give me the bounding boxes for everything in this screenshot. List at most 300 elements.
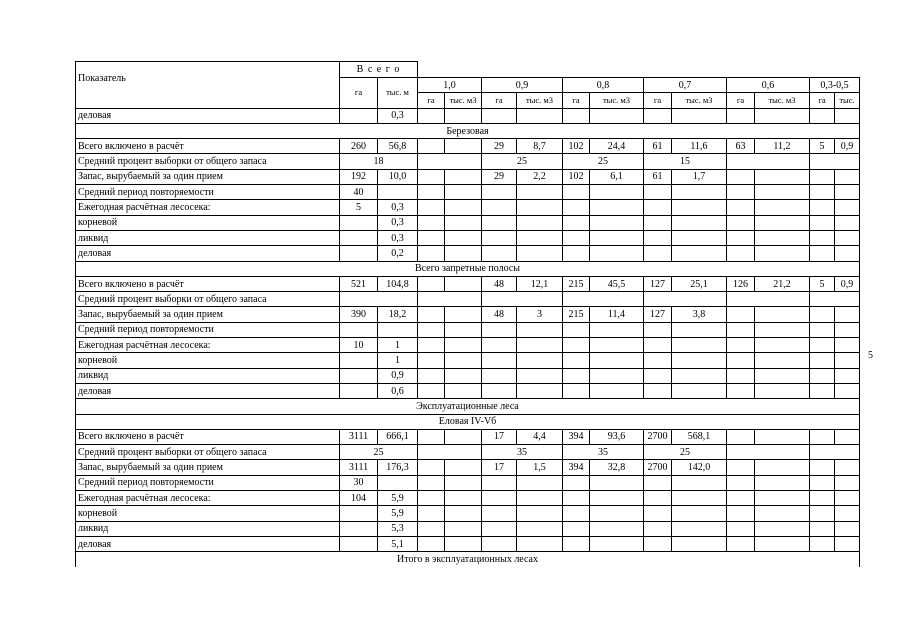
data-cell: 24,4	[590, 139, 644, 154]
data-cell	[445, 307, 482, 322]
row-label: Всего включено в расчёт	[76, 276, 340, 291]
data-cell	[644, 230, 672, 245]
vol-header: тыс. м3	[590, 93, 644, 108]
group-header-5: 0,6	[727, 78, 810, 93]
group-percent-cell	[810, 154, 860, 169]
total-percent-cell	[340, 292, 418, 307]
data-cell	[418, 491, 445, 506]
row-label: Ежегодная расчётная лесосека:	[76, 338, 340, 353]
data-cell: 0,3	[378, 215, 418, 230]
data-cell	[340, 383, 378, 398]
data-cell	[835, 108, 860, 123]
data-cell	[672, 521, 727, 536]
data-cell: 127	[644, 276, 672, 291]
data-cell	[590, 383, 644, 398]
data-cell	[835, 521, 860, 536]
data-cell	[755, 536, 810, 551]
data-cell	[644, 108, 672, 123]
data-cell: 192	[340, 169, 378, 184]
data-cell	[755, 521, 810, 536]
data-cell	[517, 215, 563, 230]
data-cell	[517, 200, 563, 215]
section-heading: Всего запретные полосы	[76, 261, 860, 276]
data-cell	[563, 491, 590, 506]
data-cell	[727, 108, 755, 123]
table-row	[76, 491, 860, 506]
data-cell	[418, 353, 445, 368]
data-cell	[563, 185, 590, 200]
data-cell	[378, 322, 418, 337]
data-cell: 18,2	[378, 307, 418, 322]
data-cell: 2700	[644, 460, 672, 475]
data-cell	[482, 322, 517, 337]
data-cell	[418, 322, 445, 337]
data-cell	[810, 475, 835, 490]
data-cell	[727, 353, 755, 368]
ha-header: га	[563, 93, 590, 108]
data-cell	[672, 185, 727, 200]
data-cell	[563, 536, 590, 551]
total-header: В с е г о	[340, 62, 418, 78]
data-cell	[644, 521, 672, 536]
data-cell	[755, 322, 810, 337]
table-row	[76, 230, 860, 245]
data-cell	[340, 353, 378, 368]
ha-header: га	[810, 93, 835, 108]
data-cell	[445, 246, 482, 261]
row-label: Средний процент выборки от общего запаса	[76, 445, 340, 460]
data-cell: 5	[810, 139, 835, 154]
data-cell	[445, 383, 482, 398]
data-cell	[418, 307, 445, 322]
data-cell	[482, 475, 517, 490]
data-cell	[810, 200, 835, 215]
data-cell	[482, 491, 517, 506]
data-cell	[445, 230, 482, 245]
data-cell: 104,8	[378, 276, 418, 291]
data-cell	[835, 307, 860, 322]
data-cell	[835, 460, 860, 475]
data-cell: 6,1	[590, 169, 644, 184]
data-cell	[445, 276, 482, 291]
data-cell	[835, 246, 860, 261]
row-label: ликвид	[76, 521, 340, 536]
data-cell	[418, 200, 445, 215]
data-cell: 1,5	[517, 460, 563, 475]
data-cell	[482, 338, 517, 353]
data-cell	[563, 338, 590, 353]
data-cell: 8,7	[517, 139, 563, 154]
data-cell: 45,5	[590, 276, 644, 291]
vol-header: тыс. м3	[672, 93, 727, 108]
table-row	[76, 246, 860, 261]
section-row	[76, 399, 860, 414]
data-cell	[563, 108, 590, 123]
data-cell	[445, 215, 482, 230]
group-percent-cell	[482, 292, 563, 307]
data-cell	[590, 475, 644, 490]
data-cell	[727, 215, 755, 230]
data-cell: 2,2	[517, 169, 563, 184]
data-cell	[672, 322, 727, 337]
data-cell	[590, 246, 644, 261]
row-label: Запас, вырубаемый за один прием	[76, 169, 340, 184]
data-cell	[445, 139, 482, 154]
data-cell	[755, 246, 810, 261]
data-cell	[563, 353, 590, 368]
data-cell: 17	[482, 429, 517, 444]
data-cell	[482, 521, 517, 536]
row-label: корневой	[76, 353, 340, 368]
data-cell: 63	[727, 139, 755, 154]
data-cell	[517, 506, 563, 521]
data-cell	[672, 246, 727, 261]
data-cell	[755, 169, 810, 184]
data-cell	[482, 200, 517, 215]
data-cell	[563, 521, 590, 536]
data-cell	[563, 215, 590, 230]
data-cell	[517, 383, 563, 398]
data-cell	[445, 108, 482, 123]
data-cell: 127	[644, 307, 672, 322]
section-row	[76, 414, 860, 429]
table-row	[76, 292, 860, 307]
data-cell	[517, 185, 563, 200]
data-cell	[445, 353, 482, 368]
data-cell	[727, 536, 755, 551]
data-cell	[517, 491, 563, 506]
data-cell	[672, 475, 727, 490]
data-cell	[810, 307, 835, 322]
ha-header: га	[482, 93, 517, 108]
vol-header: тыс.	[835, 93, 860, 108]
table-row	[76, 307, 860, 322]
data-cell	[590, 215, 644, 230]
data-cell	[445, 460, 482, 475]
row-label: Ежегодная расчётная лесосека:	[76, 200, 340, 215]
data-cell: 5	[810, 276, 835, 291]
data-cell	[644, 368, 672, 383]
data-cell: 3111	[340, 429, 378, 444]
data-cell: 48	[482, 307, 517, 322]
data-cell	[755, 200, 810, 215]
data-cell	[590, 338, 644, 353]
data-cell	[755, 429, 810, 444]
data-cell	[755, 215, 810, 230]
data-cell	[810, 506, 835, 521]
data-cell: 4,4	[517, 429, 563, 444]
section-heading: Эксплуатационные леса	[76, 399, 860, 414]
data-cell: 2700	[644, 429, 672, 444]
data-cell	[727, 338, 755, 353]
table-row	[76, 475, 860, 490]
row-label: Средний период повторяемости	[76, 322, 340, 337]
data-cell	[644, 536, 672, 551]
row-label: Всего включено в расчёт	[76, 429, 340, 444]
data-cell	[445, 185, 482, 200]
data-cell	[644, 506, 672, 521]
data-cell: 521	[340, 276, 378, 291]
data-cell	[340, 108, 378, 123]
data-cell	[644, 383, 672, 398]
data-cell	[672, 383, 727, 398]
data-cell	[418, 460, 445, 475]
data-cell: 29	[482, 169, 517, 184]
data-cell	[835, 506, 860, 521]
data-cell	[378, 475, 418, 490]
data-cell	[482, 246, 517, 261]
data-cell: 10,0	[378, 169, 418, 184]
data-cell	[644, 322, 672, 337]
data-cell: 215	[563, 276, 590, 291]
data-cell	[644, 200, 672, 215]
data-cell: 0,3	[378, 200, 418, 215]
group-percent-cell	[418, 292, 482, 307]
section-heading: Березовая	[76, 123, 860, 138]
row-label: Средний период повторяемости	[76, 475, 340, 490]
page-number: 5	[868, 350, 873, 361]
data-cell: 5,1	[378, 536, 418, 551]
data-cell	[810, 322, 835, 337]
data-cell	[755, 368, 810, 383]
data-cell	[418, 506, 445, 521]
data-cell: 61	[644, 169, 672, 184]
section-row	[76, 123, 860, 138]
group-percent-cell	[418, 445, 482, 460]
data-cell	[810, 460, 835, 475]
data-cell	[563, 506, 590, 521]
data-cell	[517, 230, 563, 245]
total-ha-header: га	[340, 78, 378, 109]
data-cell	[672, 491, 727, 506]
data-cell	[445, 200, 482, 215]
table-row	[76, 521, 860, 536]
data-cell: 56,8	[378, 139, 418, 154]
data-cell: 1	[378, 353, 418, 368]
data-cell	[517, 108, 563, 123]
data-cell	[727, 185, 755, 200]
data-cell	[810, 185, 835, 200]
data-cell	[482, 108, 517, 123]
data-cell	[644, 185, 672, 200]
row-label: ликвид	[76, 368, 340, 383]
data-cell: 11,4	[590, 307, 644, 322]
data-cell	[644, 338, 672, 353]
ha-header: га	[418, 93, 445, 108]
data-cell	[755, 185, 810, 200]
data-cell	[517, 368, 563, 383]
row-label: Средний процент выборки от общего запаса	[76, 154, 340, 169]
group-percent-cell	[810, 292, 860, 307]
table-row	[76, 338, 860, 353]
section-row	[76, 261, 860, 276]
data-cell	[482, 230, 517, 245]
data-cell: 61	[644, 139, 672, 154]
data-cell: 1	[378, 338, 418, 353]
section-row	[76, 552, 860, 567]
ha-header: га	[727, 93, 755, 108]
data-cell	[445, 322, 482, 337]
table-row	[76, 429, 860, 444]
data-cell	[755, 108, 810, 123]
data-cell	[482, 536, 517, 551]
table-row	[76, 215, 860, 230]
table-row	[76, 353, 860, 368]
data-cell: 0,3	[378, 108, 418, 123]
group-percent-cell	[644, 292, 727, 307]
data-cell	[563, 475, 590, 490]
data-cell	[672, 215, 727, 230]
data-cell	[835, 338, 860, 353]
data-cell: 215	[563, 307, 590, 322]
data-cell	[644, 215, 672, 230]
table-row	[76, 276, 860, 291]
data-cell: 3	[517, 307, 563, 322]
row-label: Ежегодная расчётная лесосека:	[76, 491, 340, 506]
data-cell	[835, 383, 860, 398]
data-cell	[727, 307, 755, 322]
table-row	[76, 322, 860, 337]
data-cell	[727, 322, 755, 337]
data-cell	[517, 475, 563, 490]
group-percent-cell	[727, 445, 810, 460]
row-label: корневой	[76, 215, 340, 230]
data-cell	[810, 521, 835, 536]
data-cell	[445, 491, 482, 506]
data-cell	[755, 338, 810, 353]
section-heading: Итого в эксплуатационных лесах	[76, 552, 860, 567]
data-cell	[672, 200, 727, 215]
total-percent-cell: 18	[340, 154, 418, 169]
groups-header-blank	[418, 62, 860, 78]
data-cell	[810, 108, 835, 123]
data-cell	[755, 475, 810, 490]
data-cell	[418, 338, 445, 353]
data-cell: 11,6	[672, 139, 727, 154]
data-cell: 5,9	[378, 491, 418, 506]
data-cell	[418, 230, 445, 245]
data-cell	[340, 536, 378, 551]
data-cell	[727, 169, 755, 184]
data-cell	[340, 322, 378, 337]
table-row	[76, 200, 860, 215]
data-cell	[810, 338, 835, 353]
table-row	[76, 460, 860, 475]
data-cell	[590, 108, 644, 123]
vol-header: тыс. м3	[517, 93, 563, 108]
data-cell	[755, 506, 810, 521]
data-cell	[340, 368, 378, 383]
data-cell	[418, 276, 445, 291]
data-cell	[517, 536, 563, 551]
data-cell: 12,1	[517, 276, 563, 291]
row-label: Средний период повторяемости	[76, 185, 340, 200]
data-cell	[340, 230, 378, 245]
data-cell	[445, 475, 482, 490]
data-cell	[672, 368, 727, 383]
table-row	[76, 536, 860, 551]
data-cell	[563, 200, 590, 215]
data-cell: 11,2	[755, 139, 810, 154]
data-cell	[563, 230, 590, 245]
data-cell	[418, 108, 445, 123]
data-cell: 17	[482, 460, 517, 475]
data-cell: 32,8	[590, 460, 644, 475]
data-cell	[590, 322, 644, 337]
data-cell	[418, 536, 445, 551]
data-cell	[835, 491, 860, 506]
table-row	[76, 108, 860, 123]
data-cell	[418, 139, 445, 154]
data-cell	[590, 185, 644, 200]
data-cell	[482, 506, 517, 521]
data-cell: 25,1	[672, 276, 727, 291]
data-cell: 0,9	[378, 368, 418, 383]
data-cell	[517, 322, 563, 337]
data-cell	[835, 200, 860, 215]
vol-header: тыс. м3	[755, 93, 810, 108]
data-cell	[810, 353, 835, 368]
data-cell: 5,9	[378, 506, 418, 521]
data-cell	[835, 429, 860, 444]
data-cell	[727, 246, 755, 261]
data-cell: 10	[340, 338, 378, 353]
data-cell	[727, 506, 755, 521]
data-cell	[810, 368, 835, 383]
data-cell	[517, 521, 563, 536]
data-cell	[644, 475, 672, 490]
data-cell	[755, 491, 810, 506]
data-cell	[482, 185, 517, 200]
data-cell	[418, 169, 445, 184]
data-cell	[835, 215, 860, 230]
data-cell	[340, 521, 378, 536]
data-cell	[418, 521, 445, 536]
group-header-4: 0,7	[644, 78, 727, 93]
data-cell	[418, 246, 445, 261]
group-percent-cell: 25	[563, 154, 644, 169]
group-header-2: 0,9	[482, 78, 563, 93]
data-cell	[835, 536, 860, 551]
data-cell	[482, 215, 517, 230]
data-cell: 126	[727, 276, 755, 291]
data-cell	[644, 246, 672, 261]
data-cell	[517, 353, 563, 368]
data-cell: 142,0	[672, 460, 727, 475]
data-cell: 5	[340, 200, 378, 215]
group-percent-cell	[563, 292, 644, 307]
data-cell	[810, 230, 835, 245]
data-cell	[340, 215, 378, 230]
data-cell: 102	[563, 139, 590, 154]
row-label: ликвид	[76, 230, 340, 245]
data-cell	[517, 246, 563, 261]
total-percent-cell: 25	[340, 445, 418, 460]
data-cell	[755, 307, 810, 322]
data-cell	[590, 230, 644, 245]
data-cell	[590, 536, 644, 551]
table-row	[76, 445, 860, 460]
cutting-volume-table	[75, 61, 860, 567]
data-cell: 0,9	[835, 139, 860, 154]
data-cell	[835, 322, 860, 337]
data-cell: 394	[563, 460, 590, 475]
data-cell	[418, 368, 445, 383]
group-percent-cell: 35	[482, 445, 563, 460]
data-cell	[810, 215, 835, 230]
row-label: Запас, вырубаемый за один прием	[76, 460, 340, 475]
row-label: деловая	[76, 383, 340, 398]
